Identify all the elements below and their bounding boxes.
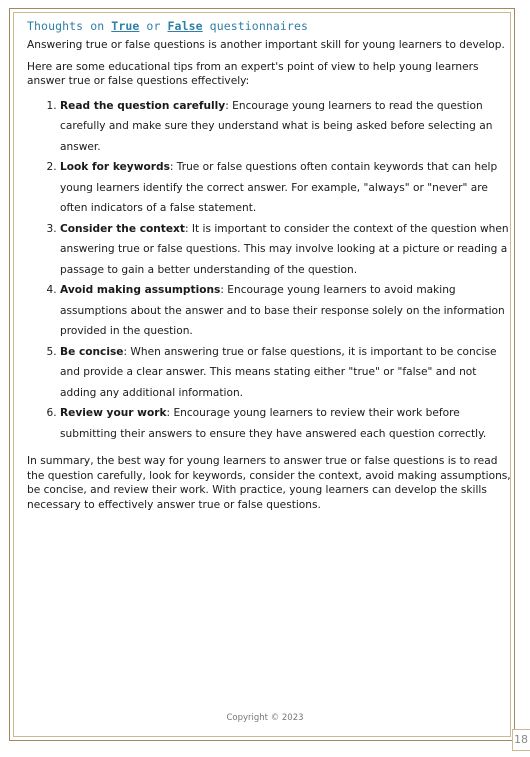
tip-item [60,96,511,158]
tip-title: Consider the context [60,222,185,235]
tip-item [60,219,511,281]
tip-item [60,157,511,219]
tip-item [60,280,511,342]
heading-suffix: questionnaires [202,19,308,33]
tip-title: Read the question carefully [60,99,226,112]
tip-title: Review your work [60,407,167,419]
page-number: 18 [514,733,528,746]
heading-word-true: True [111,19,140,33]
copyright-footer: Copyright © 2023 [226,713,304,723]
tip-text: : It is important to consider the context of the question when answering true or false questions. This may involve looking at a picture or reading a passage to gain a better understanding of the question. [60,222,509,276]
summary-paragraph: In summary, the best way for young learners to answer true or false questions is to read the question carefully, look for keywords, consider the context, avoid making assumptions, be concise, and review their work. With practice, young learners can develop the skills necessary to effectively answer true or false questions. [27,455,511,511]
intro-paragraph: Answering true or false questions is another important skill for young learners to develop. [27,39,505,51]
heading-middle: or [139,19,168,33]
tip-text: : Encourage young learners to review their work before submitting their answers to ensure they have answered each question correctly. [60,407,487,440]
tip-title: Be concise [60,345,124,358]
heading-prefix: Thoughts on [27,19,112,33]
tip-text: : When answering true or false questions, it is important to be concise and provide a clear answer. This means stating either "true" or "false" and not adding any additional information. [60,345,497,399]
tip-text: : Encourage young learners to avoid making assumptions about the answer and to base their response solely on the information provided in the question. [60,284,505,337]
page-content [27,19,511,519]
tip-title: Look for keywords [60,161,170,173]
section-heading [27,19,511,33]
tip-title: Avoid making assumptions [60,284,221,296]
lead-in-paragraph: Here are some educational tips from an expert's point of view to help young learners answer true or false questions effectively: [27,60,479,87]
tip-text: : True or false questions often contain keywords that can help young learners identify the correct answer. For example, "always" or "never" are often indicators of a false statement. [60,161,498,214]
heading-word-false: False [167,19,203,33]
tip-item [60,342,511,404]
tip-text: : Encourage young learners to read the question carefully and make sure they understand what is being asked before selecting an answer. [60,99,493,153]
tips-list [27,96,511,445]
tip-item [60,403,511,444]
